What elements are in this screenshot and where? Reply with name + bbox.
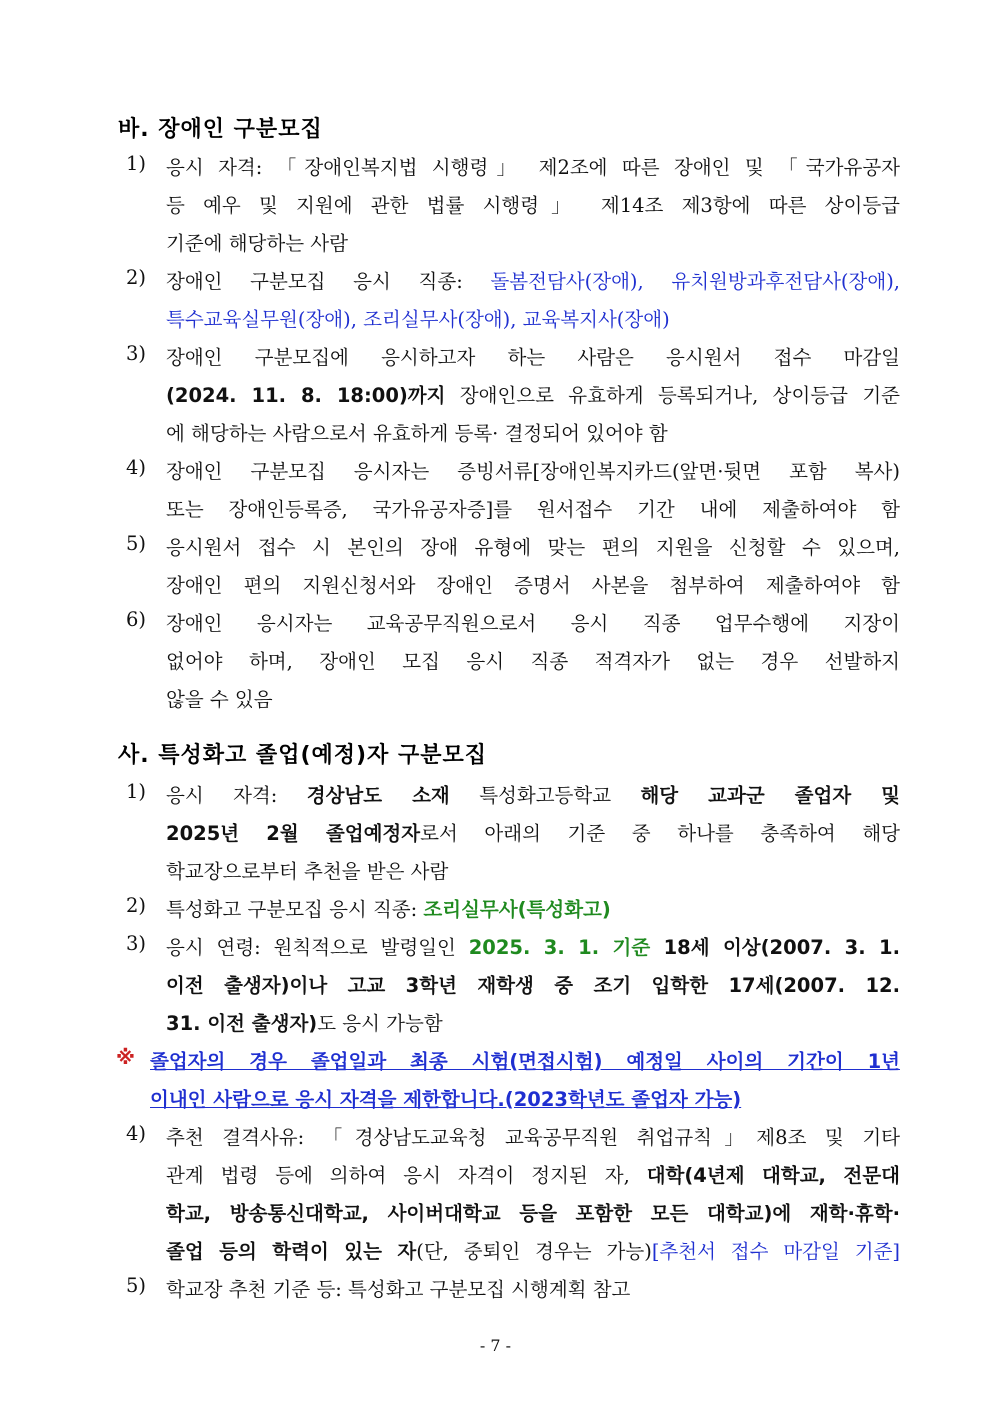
item-number: 1) (126, 152, 147, 175)
reference-mark-icon: ※ (116, 1046, 135, 1069)
bold-text: 31. 이전 출생자) (166, 1012, 318, 1035)
job-type-text: 특수교육실무원(장애), 조리실무사(장애), 교육복지사(장애) (166, 308, 670, 331)
item-text: 도 응시 가능함 (317, 1012, 443, 1035)
item-text-line: 또는 장애인등록증, 국가유공자증]를 원서접수 기간 내에 제출하여야 함 (166, 498, 900, 521)
deadline-text: (2024. 11. 8. 18:00)까지 (166, 384, 446, 407)
item-text: 장애인으로 유효하게 등록되거나, 상이등급 기준 (445, 384, 900, 407)
item-text-line: 학교장으로부터 추천을 받은 사람 (166, 860, 449, 883)
item-text-line (166, 380, 900, 418)
bold-text: 해당 교과군 졸업자 및 (640, 784, 901, 807)
item-text-line (166, 1236, 900, 1274)
item-text-line (166, 818, 900, 856)
bold-text: 18세 이상(2007. 3. 1. (650, 936, 900, 959)
item-text-line: 응시원서 접수 시 본인의 장애 유형에 맞는 편의 지원을 신청할 수 있으며, (166, 536, 900, 559)
page-number: - 7 - (479, 1336, 512, 1355)
item-text-line (166, 932, 900, 970)
note-text-line: 이내인 사람으로 응시 자격을 제한합니다.(2023학년도 졸업자 가능) (150, 1088, 742, 1111)
job-type-text: 돌봄전담사(장애), 유치원방과후전담사(장애), (490, 270, 900, 293)
item-text: 특성화고등학교 (449, 784, 641, 807)
item-text-line: 추천 결격사유: 「경상남도교육청 교육공무직원 취업규칙」제8조 및 기타 (166, 1126, 900, 1149)
item-text-line: 장애인 구분모집 응시자는 증빙서류[장애인복지카드(앞면·뒷면 포함 복사) (166, 460, 900, 483)
bold-text: 대학(4년제 대학교, 전문대 (646, 1164, 900, 1187)
item-text-line: 학교, 방송통신대학교, 사이버대학교 등을 포함한 모든 대학교)에 재학·휴학· (166, 1202, 900, 1225)
bold-text: 2025년 2월 졸업예정자 (166, 822, 421, 845)
item-text-line: 응시 자격: 「장애인복지법 시행령」 제2조에 따른 장애인 및 「국가유공자 (166, 156, 900, 179)
item-text-line (166, 1008, 900, 1046)
bold-text: 졸업 등의 학력이 있는 자 (166, 1240, 417, 1263)
deadline-text: [추천서 접수 마감일 기준] (651, 1240, 901, 1263)
item-text-line: 등 예우 및 지원에 관한 법률 시행령」 제14조 제3항에 따른 상이등급 (166, 194, 900, 217)
item-text-line: 장애인 편의 지원신청서와 장애인 증명서 사본을 첨부하여 제출하여야 함 (166, 574, 900, 597)
item-text-line: 않을 수 있음 (166, 688, 273, 711)
job-type-text: 조리실무사(특성화고) (423, 898, 611, 921)
item-text-line: 기준에 해당하는 사람 (166, 232, 348, 255)
item-text-line: 에 해당하는 사람으로서 유효하게 등록· 결정되어 있어야 함 (166, 422, 668, 445)
item-text-line: 장애인 구분모집에 응시하고자 하는 사람은 응시원서 접수 마감일 (166, 346, 900, 369)
item-text-line: 학교장 추천 기준 등: 특성화고 구분모집 시행계획 참고 (166, 1278, 631, 1301)
base-date-text: 2025. 3. 1. 기준 (468, 936, 651, 959)
section-heading-specialized-hs-recruitment: 사. 특성화고 졸업(예정)자 구분모집 (118, 743, 487, 768)
item-text: 특성화고 구분모집 응시 직종: (166, 898, 424, 921)
item-text-line (166, 894, 900, 932)
item-number: 4) (126, 456, 147, 479)
item-number: 3) (126, 932, 147, 955)
item-text: 관계 법령 등에 의하여 응시 자격이 정지된 자, (166, 1164, 647, 1187)
item-text: 응시 자격: (166, 784, 307, 807)
item-number: 3) (126, 342, 147, 365)
section-heading-disabled-recruitment: 바. 장애인 구분모집 (118, 117, 323, 142)
item-number: 1) (126, 780, 147, 803)
item-number: 5) (126, 532, 147, 555)
item-text-line: 없어야 하며, 장애인 모집 응시 직종 적격자가 없는 경우 선발하지 (166, 650, 900, 673)
item-number: 2) (126, 266, 147, 289)
item-number: 2) (126, 894, 147, 917)
item-text: 로서 아래의 기준 중 하나를 충족하여 해당 (420, 822, 901, 845)
item-text-line (166, 266, 900, 304)
item-text-line: 장애인 응시자는 교육공무직원으로서 응시 직종 업무수행에 지장이 (166, 612, 900, 635)
item-text: 응시 연령: 원칙적으로 발령일인 (166, 936, 469, 959)
note-text-line: 졸업자의 경우 졸업일과 최종 시험(면접시험) 예정일 사이의 기간이 1년 (150, 1050, 900, 1073)
item-text: (단, 중퇴인 경우는 가능) (416, 1240, 652, 1263)
item-number: 4) (126, 1122, 147, 1145)
item-text-line (166, 1160, 900, 1198)
item-text: 장애인 구분모집 응시 직종: (166, 270, 491, 293)
item-number: 5) (126, 1274, 147, 1297)
item-text-line (166, 780, 900, 818)
item-number: 6) (126, 608, 147, 631)
item-text-line: 이전 출생자)이나 고교 3학년 재학생 중 조기 입학한 17세(2007. 12. (166, 974, 900, 997)
bold-text: 경상남도 소재 (306, 784, 450, 807)
